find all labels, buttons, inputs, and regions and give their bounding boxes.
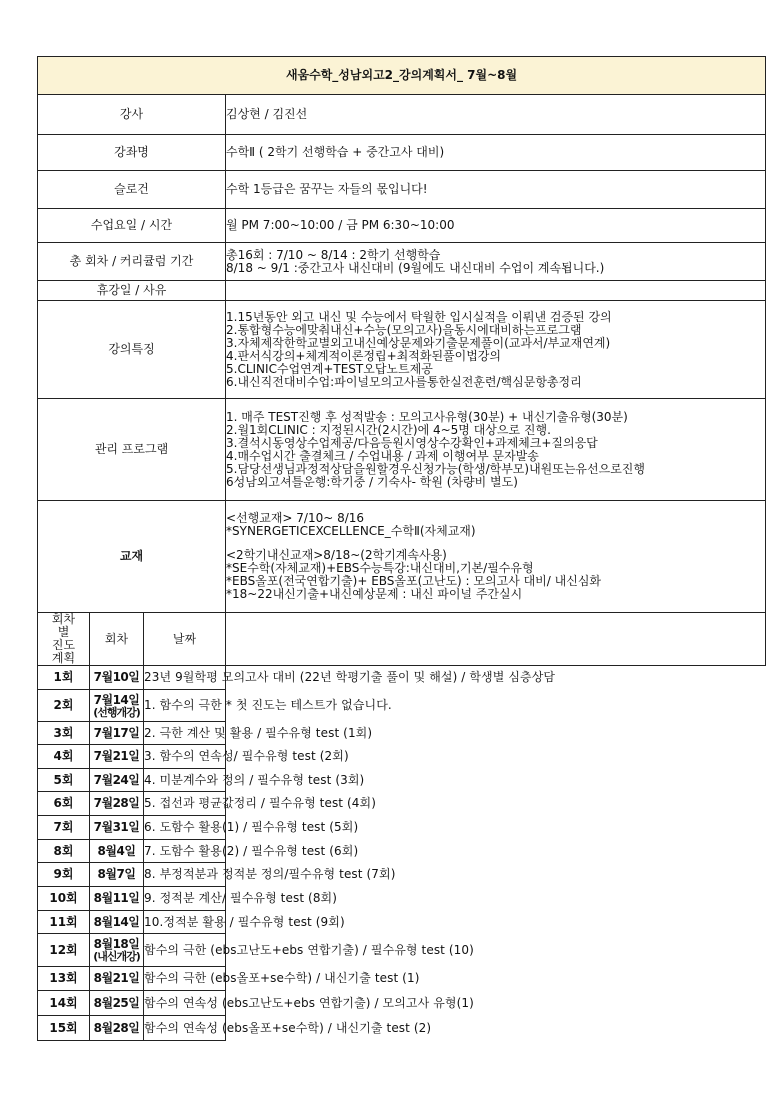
plan-session-no: 9회 — [38, 863, 90, 887]
feature-line: 1.15년동안 외고 내신 및 수능에서 탁월한 입시실적을 이뤄낸 검증된 강의 — [226, 309, 612, 324]
plan-session-no: 11회 — [38, 911, 90, 934]
plan-session-content: 6. 도함수 활용(1) / 필수유형 test (5회) — [144, 816, 226, 840]
plan-row — [38, 1016, 766, 1041]
plan-session-no: 8회 — [38, 840, 90, 863]
management-line: 3.결석시동영상수업제공/다음등원시영상수강확인+과제체크+질의응답 — [226, 435, 598, 450]
plan-session-date: 8월11일 — [90, 887, 144, 911]
plan-row — [38, 769, 766, 792]
plan-session-date: 7월28일 — [90, 792, 144, 816]
management-line: 4.매수업시간 출결체크 / 수업내용 / 과제 이행여부 문자발송 — [226, 448, 539, 463]
plan-session-date: 7월21일 — [90, 745, 144, 769]
plan-session-date: 7월10일 — [90, 666, 144, 690]
plan-session-date: 7월24일 — [90, 769, 144, 792]
sessions-line: 8/18 ~ 9/1 :중간고사 내신대비 (9월에도 내신대비 수업이 계속됩니다.) — [226, 260, 605, 275]
plan-session-date: 8월28일 — [90, 1016, 144, 1041]
plan-session-no: 2회 — [38, 690, 90, 722]
plan-side-label: 회차 별 진도 계획 — [38, 613, 90, 666]
textbook-value — [226, 501, 766, 613]
plan-session-no: 6회 — [38, 792, 90, 816]
feature-line: 5.CLINIC수업연계+TEST오답노트제공 — [226, 361, 433, 376]
plan-header-row — [38, 613, 766, 666]
plan-session-content: 8. 부정적분과 정적분 정의/필수유형 test (7회) — [144, 863, 226, 887]
course-label: 강좌명 — [38, 135, 226, 171]
textbook-line: *18~22내신기출+내신예상문제 : 내신 파이널 주간실시 — [226, 587, 523, 601]
plan-session-content: 3. 함수의 연속성/ 필수유형 test (2회) — [144, 745, 226, 769]
plan-session-no: 4회 — [38, 745, 90, 769]
plan-session-content: 4. 미분계수와 정의 / 필수유형 test (3회) — [144, 769, 226, 792]
textbook-line: *SE수학(자체교재)+EBS수능특강:내신대비,기본/필수유형 — [226, 561, 534, 575]
textbook-line: *SYNERGETICEXCELLENCE_수학Ⅱ(자체교재) — [226, 524, 476, 538]
textbook-line: <선행교재> 7/10~ 8/16 — [226, 511, 365, 525]
page-title: 새움수학_성남외고2_강의계획서_ 7월~8월 — [38, 57, 766, 95]
plan-row — [38, 840, 766, 863]
plan-session-content: 함수의 연속성 (ebs고난도+ebs 연합기출) / 모의고사 유형(1) — [144, 991, 226, 1016]
plan-session-content: 5. 접선과 평균값정리 / 필수유형 test (4회) — [144, 792, 226, 816]
plan-row — [38, 863, 766, 887]
plan-row — [38, 745, 766, 769]
features-label: 강의특징 — [38, 301, 226, 399]
plan-session-date: 8월25일 — [90, 991, 144, 1016]
plan-row — [38, 967, 766, 991]
plan-session-no: 10회 — [38, 887, 90, 911]
instructor-label: 강사 — [38, 95, 226, 135]
management-value — [226, 399, 766, 501]
plan-row — [38, 816, 766, 840]
sessions-label: 총 회차 / 커리큘럼 기간 — [38, 243, 226, 281]
plan-session-no: 3회 — [38, 722, 90, 745]
sessions-line: 총16회 : 7/10 ~ 8/14 : 2학기 선행학습 — [226, 247, 441, 262]
plan-row — [38, 792, 766, 816]
plan-session-content: 10.정적분 활용 / 필수유형 test (9회) — [144, 911, 226, 934]
textbook-label: 교재 — [38, 501, 226, 613]
plan-col-session: 회차 — [90, 613, 144, 666]
schedule-label: 수업요일 / 시간 — [38, 209, 226, 243]
plan-session-date: 8월7일 — [90, 863, 144, 887]
plan-session-no: 1회 — [38, 666, 90, 690]
feature-line: 2.통합형수능에맞춰내신+수능(모의고사)을동시에대비하는프로그램 — [226, 322, 582, 337]
holiday-value — [226, 281, 766, 301]
plan-session-no: 5회 — [38, 769, 90, 792]
plan-row — [38, 991, 766, 1016]
plan-session-content: 23년 9월학평 모의고사 대비 (22년 학평기출 풀이 및 해설) / 학생별 심층상담 — [144, 666, 226, 690]
plan-session-content: 7. 도함수 활용(2) / 필수유형 test (6회) — [144, 840, 226, 863]
plan-session-date: 8월14일 — [90, 911, 144, 934]
sessions-value — [226, 243, 766, 281]
feature-line: 6.내신직전대비수업:파이널모의고사를통한실전훈련/핵심문항총정리 — [226, 374, 582, 389]
plan-row — [38, 666, 766, 690]
textbook-line: <2학기내신교재>8/18~(2학기계속사용) — [226, 548, 447, 562]
management-label: 관리 프로그램 — [38, 399, 226, 501]
plan-row — [38, 911, 766, 934]
plan-row — [38, 887, 766, 911]
plan-session-content: 2. 극한 계산 및 활용 / 필수유형 test (1회) — [144, 722, 226, 745]
textbook-line: *EBS올포(전국연합기출)+ EBS올포(고난도) : 모의고사 대비/ 내신심화 — [226, 574, 601, 588]
management-line: 6성남외고셔틀운행:학기중 / 기숙사- 학원 (차량비 별도) — [226, 474, 518, 489]
plan-session-date: 8월4일 — [90, 840, 144, 863]
features-value — [226, 301, 766, 399]
management-line: 2.월1회CLINIC : 지정된시간(2시간)에 4~5명 대상으로 진행. — [226, 422, 551, 437]
holiday-label: 휴강일 / 사유 — [38, 281, 226, 301]
plan-session-content: 1. 함수의 극한 * 첫 진도는 테스트가 없습니다. — [144, 690, 226, 722]
plan-session-date-note: (선행개강) — [93, 705, 140, 719]
plan-session-content: 함수의 연속성 (ebs올포+se수학) / 내신기출 test (2) — [144, 1016, 226, 1041]
schedule-value: 월 PM 7:00~10:00 / 금 PM 6:30~10:00 — [226, 209, 766, 243]
plan-session-content: 9. 정적분 계산/ 필수유형 test (8회) — [144, 887, 226, 911]
plan-session-no: 7회 — [38, 816, 90, 840]
plan-session-date: 7월17일 — [90, 722, 144, 745]
lecture-plan-table — [37, 56, 766, 1041]
management-line: 5.담당선생님과정적상담을원할경우신청가능(학생/학부모)내원또는유선으로진행 — [226, 461, 645, 476]
plan-session-no: 14회 — [38, 991, 90, 1016]
plan-session-date: 7월31일 — [90, 816, 144, 840]
plan-session-content: 함수의 극한 (ebs올포+se수학) / 내신기출 test (1) — [144, 967, 226, 991]
plan-row — [38, 690, 766, 722]
management-line: 1. 매주 TEST진행 후 성적발송 : 모의고사유형(30분) + 내신기출유형(30분) — [226, 409, 628, 424]
instructor-value: 김상현 / 김진선 — [226, 95, 766, 135]
plan-session-date: 8월21일 — [90, 967, 144, 991]
plan-col-content — [226, 613, 766, 666]
plan-session-date-note: (내신개강) — [93, 950, 140, 963]
feature-line: 3.자체제작한학교별외고내신예상문제와기출문제풀이(교과서/부교재연계) — [226, 335, 611, 350]
plan-session-no: 13회 — [38, 967, 90, 991]
slogan-label: 슬로건 — [38, 171, 226, 209]
slogan-value: 수학 1등급은 꿈꾸는 자들의 몫입니다! — [226, 171, 766, 209]
plan-session-date: 8월18일 (내신개강) — [90, 934, 144, 967]
plan-session-date: 7월14일 (선행개강) — [90, 690, 144, 722]
feature-line: 4.판서식강의+체계적이론정립+최적화된풀이법강의 — [226, 348, 501, 363]
plan-session-no: 12회 — [38, 934, 90, 967]
plan-session-content: 함수의 극한 (ebs고난도+ebs 연합기출) / 필수유형 test (10) — [144, 934, 226, 967]
plan-row — [38, 722, 766, 745]
plan-row — [38, 934, 766, 967]
plan-session-no: 15회 — [38, 1016, 90, 1041]
course-value: 수학Ⅱ ( 2학기 선행학습 + 중간고사 대비) — [226, 135, 766, 171]
plan-col-date: 날짜 — [144, 613, 226, 666]
